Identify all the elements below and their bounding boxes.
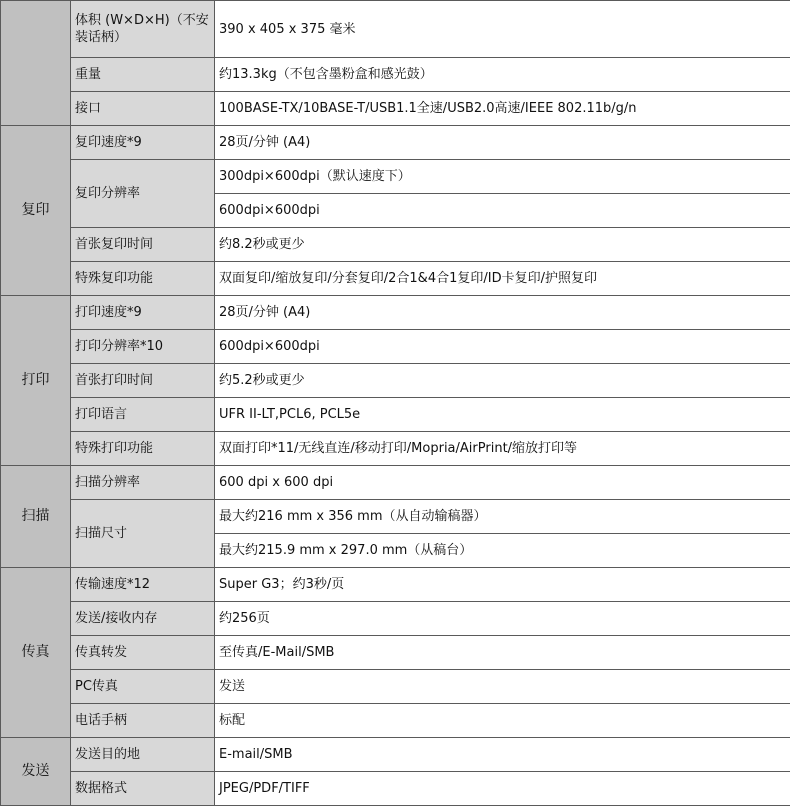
category-cell-fax: 传真 [1,568,71,738]
spec-label: 发送目的地 [71,738,215,772]
table-row [1,704,790,738]
spec-label: 打印语言 [71,398,215,432]
spec-value: 至传真/E-Mail/SMB [215,636,790,670]
table-row [1,772,790,806]
spec-label: 特殊打印功能 [71,432,215,466]
spec-value: 双面打印*11/无线直连/移动打印/Mopria/AirPrint/缩放打印等 [215,432,790,466]
table-row [1,262,790,296]
spec-label: 传输速度*12 [71,568,215,602]
spec-label: 扫描分辨率 [71,466,215,500]
spec-label: 复印分辨率 [71,160,215,228]
spec-value: Super G3；约3秒/页 [215,568,790,602]
spec-label: 发送/接收内存 [71,602,215,636]
category-cell-print: 打印 [1,296,71,466]
spec-label: 传真转发 [71,636,215,670]
spec-value: 28页/分钟 (A4) [215,126,790,160]
spec-label: 打印分辨率*10 [71,330,215,364]
category-cell-general [1,1,71,126]
spec-value: 发送 [215,670,790,704]
spec-value: 约256页 [215,602,790,636]
table-row [1,92,790,126]
spec-label: 电话手柄 [71,704,215,738]
table-row [1,602,790,636]
spec-label: 复印速度*9 [71,126,215,160]
table-row [1,1,790,58]
table-row [1,364,790,398]
table-row [1,398,790,432]
spec-label: 特殊复印功能 [71,262,215,296]
spec-value: JPEG/PDF/TIFF [215,772,790,806]
spec-label: 体积 (W×D×H)（不安装话柄） [71,1,215,58]
spec-label: 首张复印时间 [71,228,215,262]
spec-label: 扫描尺寸 [71,500,215,568]
spec-label: 接口 [71,92,215,126]
spec-value: UFR II-LT,PCL6, PCL5e [215,398,790,432]
table-row [1,466,790,500]
spec-value: 600dpi×600dpi [215,194,790,228]
table-row [1,330,790,364]
spec-value: 600dpi×600dpi [215,330,790,364]
spec-label: 数据格式 [71,772,215,806]
spec-value: 100BASE-TX/10BASE-T/USB1.1全速/USB2.0高速/IEEE 802.11b/g/n [215,92,790,126]
spec-value: E-mail/SMB [215,738,790,772]
spec-value: 600 dpi x 600 dpi [215,466,790,500]
category-cell-copy: 复印 [1,126,71,296]
table-row [1,432,790,466]
spec-value: 标配 [215,704,790,738]
spec-label: PC传真 [71,670,215,704]
table-row [1,160,790,194]
table-row [1,670,790,704]
table-row [1,126,790,160]
table-row [1,636,790,670]
spec-value: 约13.3kg（不包含墨粉盒和感光鼓） [215,58,790,92]
category-cell-scan: 扫描 [1,466,71,568]
table-row [1,738,790,772]
category-cell-send: 发送 [1,738,71,806]
spec-label: 打印速度*9 [71,296,215,330]
spec-value: 最大约215.9 mm x 297.0 mm（从稿台） [215,534,790,568]
spec-value: 390 x 405 x 375 毫米 [215,1,790,58]
spec-value: 双面复印/缩放复印/分套复印/2合1&4合1复印/ID卡复印/护照复印 [215,262,790,296]
spec-value: 最大约216 mm x 356 mm（从自动输稿器） [215,500,790,534]
table-row [1,58,790,92]
spec-label: 首张打印时间 [71,364,215,398]
spec-value: 28页/分钟 (A4) [215,296,790,330]
spec-value: 约5.2秒或更少 [215,364,790,398]
table-row [1,500,790,534]
spec-value: 300dpi×600dpi（默认速度下） [215,160,790,194]
table-row [1,296,790,330]
table-row [1,568,790,602]
spec-label: 重量 [71,58,215,92]
table-row [1,228,790,262]
spec-value: 约8.2秒或更少 [215,228,790,262]
